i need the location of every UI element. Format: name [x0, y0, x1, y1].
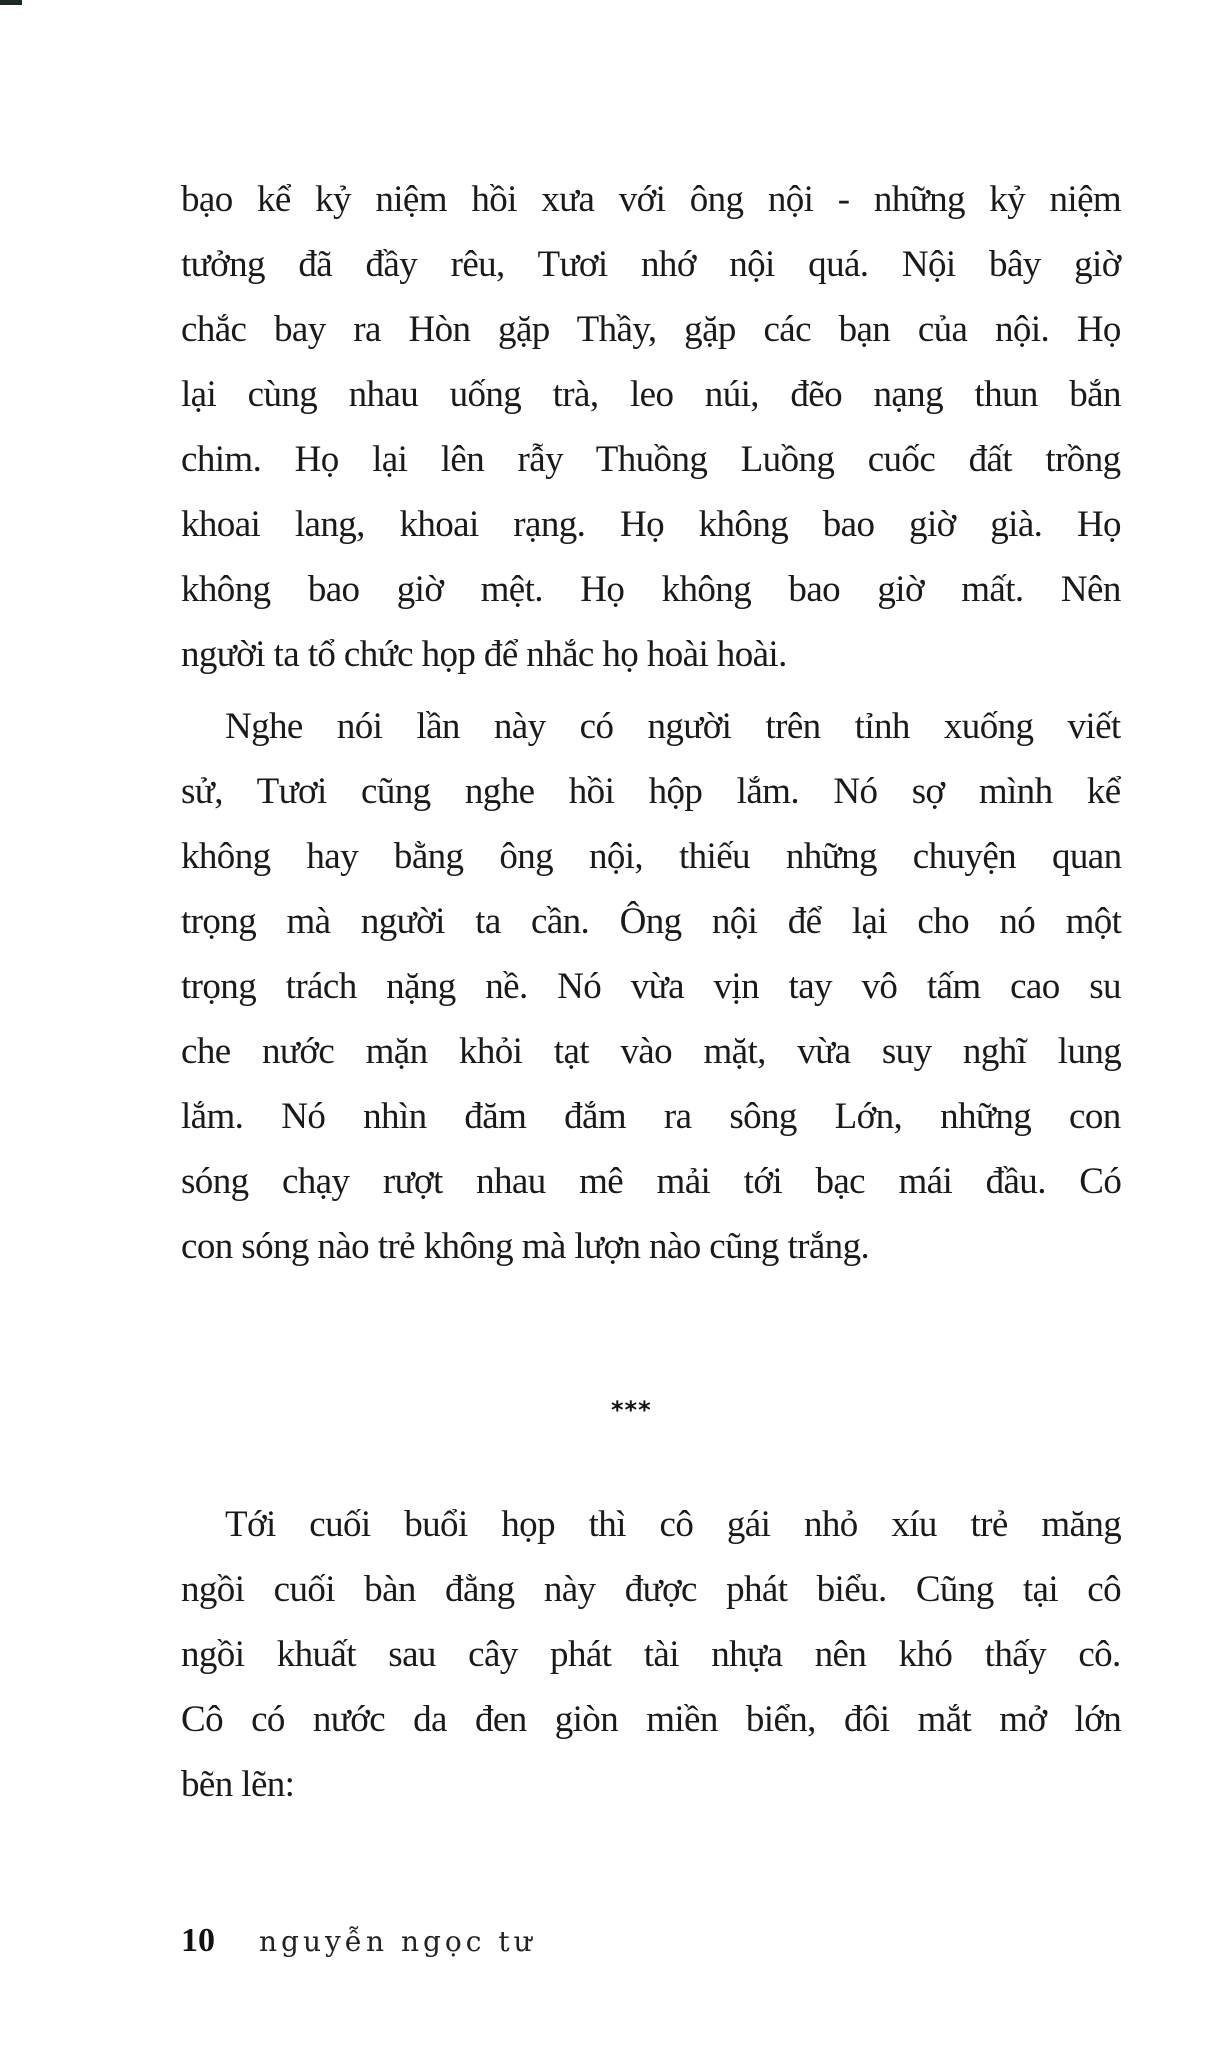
- scan-edge-mark: [0, 0, 22, 5]
- text-line: bẽn lẽn:: [181, 1764, 295, 1805]
- text-line: che nước mặn khỏi tạt vào mặt, vừa suy nghĩ lung: [181, 1031, 1122, 1072]
- text-line: Nghe nói lần này có người trên tỉnh xuống viết: [225, 706, 1121, 747]
- text-line: người ta tổ chức họp để nhắc họ hoài hoài.: [181, 634, 787, 675]
- running-footer-author: nguyễn ngọc tư: [259, 1925, 536, 1958]
- text-line: chim. Họ lại lên rẫy Thuồng Luồng cuốc đất trồng: [181, 439, 1121, 480]
- text-line: không bao giờ mệt. Họ không bao giờ mất. Nên: [181, 569, 1121, 610]
- text-line: khoai lang, khoai rạng. Họ không bao giờ già. Họ: [181, 504, 1121, 545]
- text-line: Tới cuối buổi họp thì cô gái nhỏ xíu trẻ măng: [225, 1504, 1122, 1545]
- text-line: chắc bay ra Hòn gặp Thầy, gặp các bạn của nội. Họ: [181, 309, 1121, 350]
- text-line: Cô có nước da đen giòn miền biển, đôi mắt mở lớn: [181, 1699, 1122, 1740]
- text-line: ngồi cuối bàn đằng này được phát biểu. Cũng tại cô: [181, 1569, 1122, 1610]
- page-footer: [181, 1922, 536, 1960]
- text-line: trọng mà người ta cần. Ông nội để lại cho nó một: [181, 901, 1122, 942]
- text-line: bạo kể kỷ niệm hồi xưa với ông nội - những kỷ niệm: [181, 179, 1122, 220]
- text-line: lại cùng nhau uống trà, leo núi, đẽo nạng thun bắn: [181, 374, 1121, 415]
- section-break-asterisks: ***: [611, 1396, 652, 1424]
- text-line: con sóng nào trẻ không mà lượn nào cũng trắng.: [181, 1226, 870, 1267]
- text-line: tưởng đã đầy rêu, Tươi nhớ nội quá. Nội bây giờ: [181, 244, 1121, 285]
- text-line: không hay bằng ông nội, thiếu những chuyện quan: [181, 836, 1122, 877]
- text-line: sóng chạy rượt nhau mê mải tới bạc mái đầu. Có: [181, 1161, 1122, 1202]
- text-line: lắm. Nó nhìn đăm đắm ra sông Lớn, những con: [181, 1096, 1121, 1137]
- text-line: sử, Tươi cũng nghe hồi hộp lắm. Nó sợ mình kể: [181, 771, 1121, 812]
- page-number: 10: [181, 1922, 215, 1959]
- text-line: trọng trách nặng nề. Nó vừa vịn tay vô tấm cao su: [181, 966, 1121, 1007]
- text-line: ngồi khuất sau cây phát tài nhựa nên khó thấy cô.: [181, 1634, 1121, 1675]
